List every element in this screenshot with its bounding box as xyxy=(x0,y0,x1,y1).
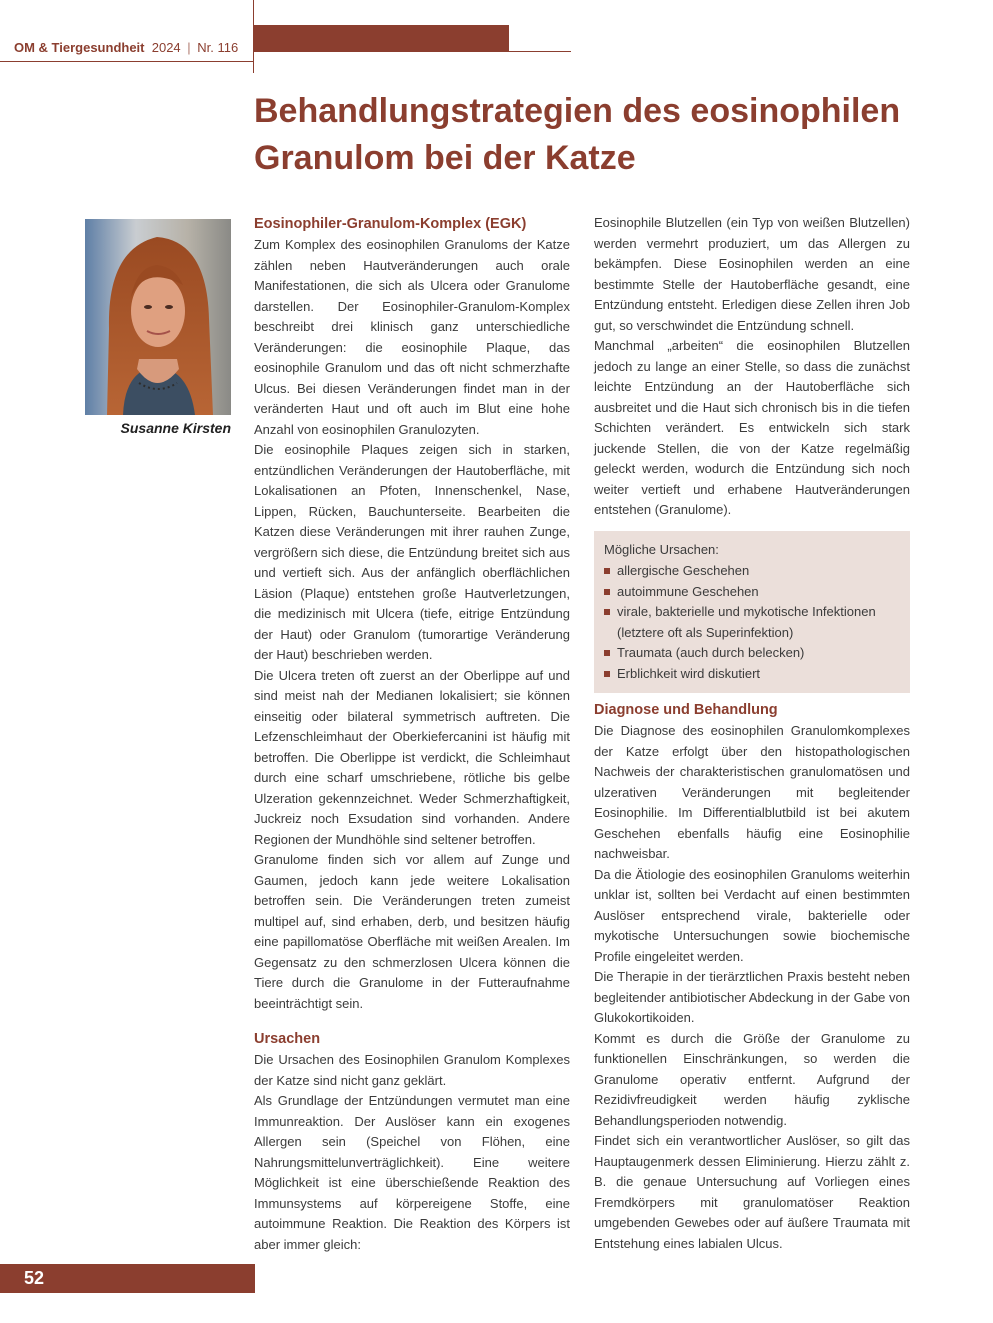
paragraph: Als Grundlage der Entzündungen vermutet man eine Immunreaktion. Der Auslöser kann ein exogenes Allergen sein (Speichel von Flöhen, eine Nahrungsmittelunverträglichkeit). Eine weitere Möglichkeit ist eine überschießende Reaktion des Immunsystems auf körpereigene Stoffe, eine autoimmune Reaktion. Die Reaktion des Körpers ist aber immer gleich: xyxy=(254,1093,570,1252)
issue-year: 2024 xyxy=(151,40,181,55)
paragraph: Die eosinophile Plaques zeigen sich in starken, entzündlichen Veränderungen der Hautoberfläche, mit Lokalisationen an Pfoten, Innenschenkel, Nase, Lippen, Rücken, Bauchunterseite. Bearbeiten die Katzen diese Veränderungen mit ihrer rauhen Zunge, vergrößern sich diese, die Entzündung breitet sich aus und vertieft sich. Aus der anfänglich oberflächlichen Läsion (Plaque) entstehen große Hautverletzungen, die medizinisch mit Ulcera (tiefe, eitrige Entzündung der Haut) oder Granulom (tumorartige Veränderung der Haut) beschrieben werden. xyxy=(254,442,570,662)
paragraph: Da die Ätiologie des eosinophilen Granuloms weiterhin unklar ist, sollten bei Verdacht auf einen bestimmten Auslöser entsprechend virale, bakterielle oder mykotische Untersuchungen sowie biochemische Profile eingeleitet werden. xyxy=(594,866,910,964)
issue-number: Nr. 116 xyxy=(197,40,239,55)
causes-box xyxy=(594,531,910,694)
list-item: virale, bakterielle und mykotische Infektionen (letztere oft als Superinfektion) xyxy=(604,602,900,643)
author-photo xyxy=(85,219,231,415)
paragraph: Die Ulcera treten oft zuerst an der Oberlippe auf und sind meist nah der Medianen lokalisiert; sie können einseitig oder bilateral symmetrisch auftreten. Die Lefzenschleimhaut der Oberkiefercanini ist häufig mit betroffen. Die Oberlippe ist verdickt, die Schleimhaut durch eine scharf umschriebene, rötliche bis gelbe Ulzeration gekennzeichnet. Weder Schmerzhaftigkeit, Juckreiz noch Exsudation sind vorhanden. Andere Regionen der Mundhöhle sind seltener betroffen. xyxy=(254,667,570,847)
article-title-line-1: Behandlungstrategien des eosinophilen xyxy=(254,92,901,130)
article-column-left xyxy=(254,213,570,1255)
paragraph: Die Ursachen des Eosinophilen Granulom Komplexes der Katze sind nicht ganz geklärt. xyxy=(254,1052,570,1088)
header-divider-vertical xyxy=(253,0,254,73)
paragraph: Eosinophile Blutzellen (ein Typ von weißen Blutzellen) werden vermehrt produziert, um das Allergen zu bekämpfen. Diese Eosinophilen werden an eine bestimmte Stelle der Hautoberfläche gesandt, eine Entzündung entsteht. Erledigen diese Zellen ihren Job gut, so verschwindet die Entzündung schnell. xyxy=(594,215,910,333)
causes-box-title: Mögliche Ursachen: xyxy=(604,541,719,557)
section-heading-ursachen: Ursachen xyxy=(254,1031,321,1047)
list-item: Erblichkeit wird diskutiert xyxy=(604,664,900,685)
section-heading-diagnose: Diagnose und Behandlung xyxy=(594,702,778,718)
issue-separator: | xyxy=(187,40,191,55)
paragraph: Granulome finden sich vor allem auf Zunge und Gaumen, jedoch kann jede weitere Lokalisation betroffen sein. Die Veränderungen treten zumeist multipel auf, sind erhaben, derb, und besitzen häufig eine papillomatöse Oberfläche mit weißen Arealen. Im Gegensatz zu den schmerzlosen Ulcera können die Tiere durch die Granulome in der Futteraufnahme beeinträchtigt sein. xyxy=(254,852,570,1011)
article-column-right xyxy=(594,213,910,1254)
author-name: Susanne Kirsten xyxy=(120,420,231,436)
magazine-name: OM & Tiergesundheit xyxy=(14,40,145,55)
paragraph: Die Diagnose des eosinophilen Granulomkomplexes der Katze erfolgt über den histopathologischen Nachweis der charakteristischen granulomatösen und ulzerativen Veränderungen mit begleitender Eosinophilie. Im Differentialblutbild ist bei akutem Geschehen ebenfalls häufig eine Eosinophilie nachweisbar. xyxy=(594,723,910,861)
paragraph: Zum Komplex des eosinophilen Granuloms der Katze zählen neben Hautveränderungen auch orale Manifestationen, die sich als Ulcera oder Granulome darstellen. Der Eosinophiler-Granulom-Komplex beschreibt drei klinisch ganz unterschiedliche Veränderungen: die eosinophile Plaque, das eosinophile Granulom und das oft nicht schmerzhafte Ulcus. Bei diesen Veränderungen findet man in der veränderten Haut und oft auch im Blut eine hohe Anzahl von eosinophilen Granulozyten. xyxy=(254,237,570,437)
header-divider-horizontal xyxy=(0,61,254,62)
list-item: allergische Geschehen xyxy=(604,561,900,582)
causes-list xyxy=(604,561,900,684)
page-number: 52 xyxy=(24,1268,45,1288)
article-title xyxy=(254,88,954,182)
paragraph: Manchmal „arbeiten“ die eosinophilen Blutzellen jedoch zu lange an einer Stelle, so dass die zunächst leichte Entzündung an der Hautoberfläche sich ausbreitet und die Haut sich chronisch bis in die tiefen Schichten verändert. Es entwickeln sich stark juckende Stellen, die von der Katze regelmäßig geleckt werden, wodurch die Entzündung sich noch weiter vertieft und erhabene Hautveränderungen entstehen (Granulome). xyxy=(594,338,910,517)
header-accent-bar xyxy=(254,25,509,52)
article-title-line-2: Granulom bei der Katze xyxy=(254,139,636,177)
running-head xyxy=(14,40,238,55)
list-item: autoimmune Geschehen xyxy=(604,582,900,603)
list-item: Traumata (auch durch belecken) xyxy=(604,643,900,664)
header-rule xyxy=(254,51,571,52)
section-heading-egk: Eosinophiler-Granulom-Komplex (EGK) xyxy=(254,216,527,232)
paragraph: Findet sich ein verantwortlicher Auslöser, so gilt das Hauptaugenmerk dessen Eliminierung. Hierzu zählt z. B. die genaue Untersuchung auf Vorliegen eines Fremdkörpers mit granulomatöser Reaktion umgebenden Gewebes oder auf äußere Traumata mit Entstehung eines labialen Ulcus. xyxy=(594,1133,910,1251)
paragraph: Die Therapie in der tierärztlichen Praxis besteht neben begleitender antibiotischer Abdeckung in der Gabe von Glukokortikoiden. xyxy=(594,969,910,1025)
paragraph: Kommt es durch die Größe der Granulome zu funktionellen Einschränkungen, so werden die Granulome operativ entfernt. Aufgrund der Rezidivfreudigkeit werden häufig zyklische Behandlungsperioden notwendig. xyxy=(594,1030,910,1128)
